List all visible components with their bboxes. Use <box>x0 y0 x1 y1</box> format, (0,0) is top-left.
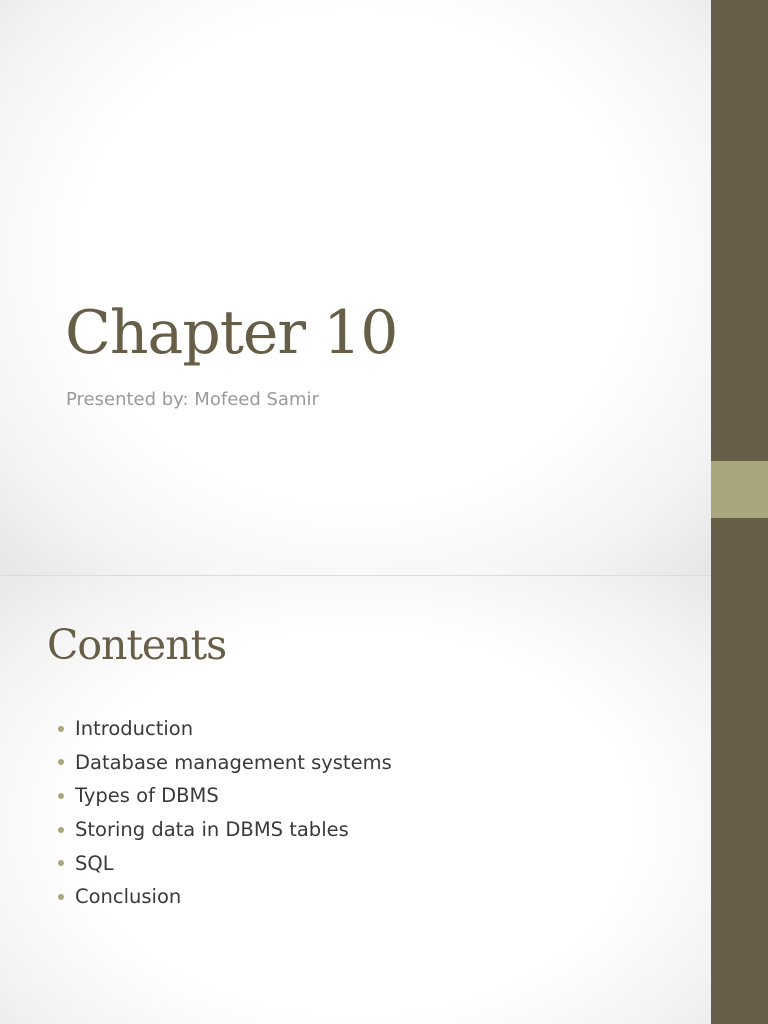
list-item-label: SQL <box>75 851 114 875</box>
list-item-label: Types of DBMS <box>75 784 219 808</box>
bullet-icon <box>58 759 64 765</box>
bullet-icon <box>58 894 64 900</box>
list-item <box>55 813 392 847</box>
bullet-icon <box>58 793 64 799</box>
list-item-label: Database management systems <box>75 750 392 774</box>
list-item-label: Conclusion <box>75 885 182 909</box>
contents-heading: Contents <box>47 621 227 669</box>
contents-slide <box>0 576 711 1024</box>
list-item-label: Introduction <box>75 717 194 741</box>
list-item <box>55 846 392 880</box>
list-item <box>55 712 392 746</box>
bullet-icon <box>58 860 64 866</box>
sidebar-accent-block <box>711 461 768 518</box>
bullet-icon <box>58 726 64 732</box>
list-item <box>55 779 392 813</box>
contents-list <box>55 712 392 914</box>
list-item-label: Storing data in DBMS tables <box>75 818 349 842</box>
slide-title: Chapter 10 <box>65 298 398 368</box>
list-item <box>55 880 392 914</box>
bullet-icon <box>58 827 64 833</box>
list-item <box>55 746 392 780</box>
slide-subtitle: Presented by: Mofeed Samir <box>66 389 319 410</box>
